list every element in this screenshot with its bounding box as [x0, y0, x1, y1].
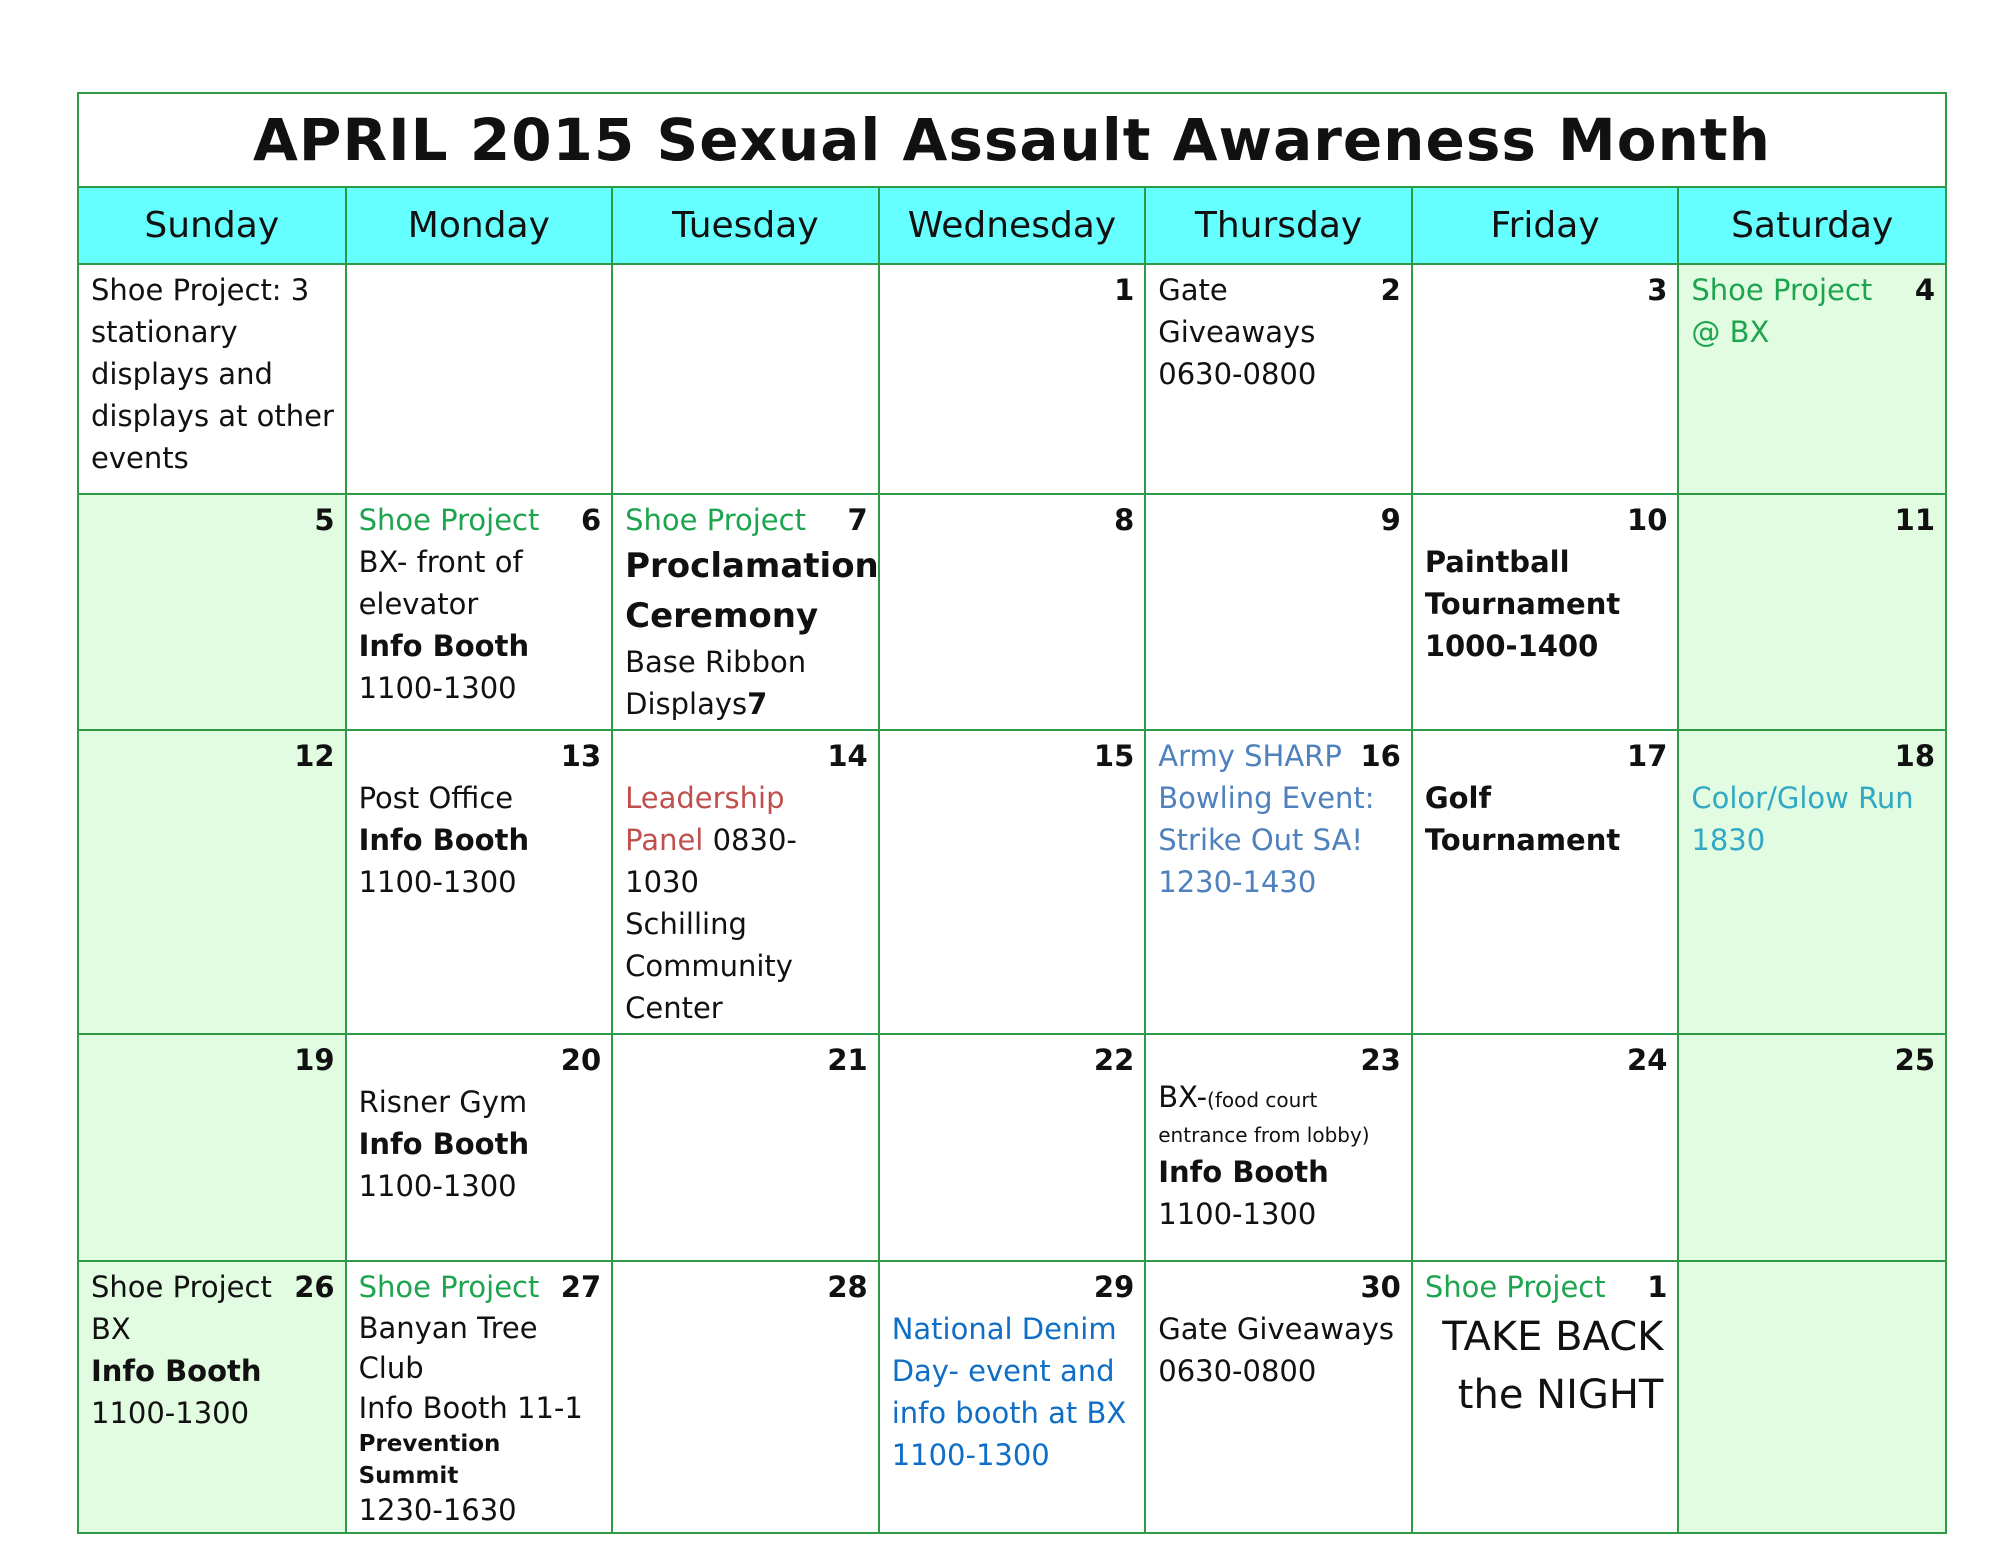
day-number: 8	[1114, 503, 1135, 537]
event-text	[625, 641, 868, 725]
event-time: 1100-1300	[91, 1396, 250, 1430]
week-row	[79, 264, 1945, 494]
event-text: Paintball Tournament	[1424, 545, 1621, 621]
day-cell	[346, 494, 613, 730]
event-text: Shoe Project	[358, 503, 540, 537]
day-cell	[79, 1261, 346, 1532]
day-number: 19	[294, 1043, 335, 1077]
event-text: the NIGHT	[1457, 1372, 1664, 1418]
day-number: 20	[560, 1043, 602, 1077]
day-cell	[1678, 730, 1945, 1034]
day-number: 7	[847, 503, 868, 537]
event-text: Gate Giveaways	[1158, 1312, 1394, 1346]
event-time: 1100-1300	[358, 671, 517, 705]
event-time: 0830-1030	[625, 823, 797, 899]
day-number: 1	[1647, 1270, 1668, 1304]
calendar	[77, 92, 1947, 1534]
event-text: Info Booth	[358, 823, 530, 857]
weekday-header: Saturday	[1678, 188, 1945, 264]
day-number: 15	[1093, 739, 1135, 773]
day-number: 2	[1380, 273, 1401, 307]
event-text-part: Base Ribbon Displays	[625, 645, 807, 721]
event-text-part: Leadership Panel	[625, 781, 785, 857]
event-time: 1100-1300	[358, 865, 517, 899]
day-cell	[79, 1034, 346, 1261]
day-cell	[1145, 264, 1412, 494]
day-cell	[612, 730, 879, 1034]
event-text: Info Booth	[91, 1354, 262, 1388]
event-text: BX	[91, 1312, 131, 1346]
weekday-header: Sunday	[79, 188, 346, 264]
event-text: Risner Gym	[358, 1085, 528, 1119]
week-row	[79, 494, 1945, 730]
event-text-part: 7	[747, 687, 768, 721]
day-cell	[1145, 1261, 1412, 1532]
day-number: 26	[294, 1270, 335, 1304]
day-cell	[1678, 1034, 1945, 1261]
day-cell	[79, 494, 346, 730]
day-number: 17	[1627, 739, 1668, 773]
day-number: 27	[560, 1270, 602, 1304]
weekday-header: Monday	[346, 188, 613, 264]
day-number: 6	[580, 503, 602, 537]
day-cell	[79, 264, 346, 494]
event-text	[625, 777, 868, 903]
day-number: 13	[560, 739, 602, 773]
calendar-title: APRIL 2015 Sexual Assault Awareness Month	[79, 94, 1945, 188]
day-cell	[1412, 1261, 1679, 1532]
day-number: 1	[1114, 273, 1135, 307]
day-number: 22	[1093, 1043, 1135, 1077]
event-time: 1100-1300	[1158, 1197, 1317, 1231]
weekday-header: Tuesday	[612, 188, 879, 264]
event-text: Info Booth	[358, 1127, 530, 1161]
event-time: 0630-0800	[1158, 357, 1317, 391]
week-row	[79, 730, 1945, 1034]
day-cell	[346, 730, 613, 1034]
event-text: Golf Tournament	[1424, 781, 1621, 857]
day-number: 24	[1627, 1043, 1668, 1077]
event-text: Info Booth	[358, 629, 530, 663]
event-text: Banyan Tree Club	[358, 1311, 538, 1385]
day-cell	[612, 1261, 879, 1532]
day-cell	[1678, 494, 1945, 730]
day-number: 3	[1647, 273, 1668, 307]
day-cell	[1412, 494, 1679, 730]
event-text: Info Booth	[1158, 1155, 1329, 1189]
event-text: Info Booth 11-1	[358, 1391, 583, 1425]
day-number: 29	[1093, 1270, 1135, 1304]
event-text: Prevention Summit	[358, 1431, 501, 1489]
event-text-part: BX-	[1158, 1080, 1208, 1114]
day-cell	[879, 494, 1146, 730]
event-time: 1830	[1691, 823, 1766, 857]
event-text: Gate Giveaways	[1158, 273, 1316, 349]
day-number: 16	[1360, 739, 1401, 773]
day-cell	[79, 730, 346, 1034]
event-text: Bowling Event: Strike Out SA!	[1158, 781, 1375, 857]
calendar-grid	[79, 188, 1945, 1532]
event-text: TAKE BACK	[1442, 1314, 1664, 1360]
event-text: National Denim Day- event and info booth at BX 1100-1300	[891, 1312, 1127, 1472]
event-text: Shoe Project	[625, 503, 806, 537]
day-number: 23	[1360, 1043, 1401, 1077]
event-text: Shoe Project	[358, 1270, 540, 1304]
day-cell	[879, 264, 1146, 494]
day-number: 12	[294, 739, 335, 773]
event-text: Color/Glow Run	[1691, 781, 1914, 815]
day-cell	[1145, 1034, 1412, 1261]
day-cell	[879, 730, 1146, 1034]
week-row	[79, 1034, 1945, 1261]
day-cell	[1412, 1034, 1679, 1261]
day-cell	[879, 1261, 1146, 1532]
event-text	[1158, 1081, 1401, 1151]
day-cell	[612, 1034, 879, 1261]
weekday-header: Thursday	[1145, 188, 1412, 264]
day-cell	[1145, 494, 1412, 730]
weekday-header-row	[79, 188, 1945, 264]
event-text: BX- front of elevator	[358, 545, 523, 621]
day-number: 14	[827, 739, 868, 773]
event-text: Shoe Project @ BX	[1691, 273, 1873, 349]
event-text: Post Office	[358, 781, 514, 815]
day-cell-empty	[1678, 1261, 1945, 1532]
day-cell	[879, 1034, 1146, 1261]
day-number: 18	[1894, 739, 1935, 773]
event-text: Shoe Project	[91, 1270, 272, 1304]
week-row	[79, 1261, 1945, 1532]
day-number: 5	[314, 503, 335, 537]
weekday-header: Friday	[1412, 188, 1679, 264]
event-text: Shoe Project: 3 stationary displays and displays at other events	[91, 273, 334, 475]
day-cell	[1145, 730, 1412, 1034]
day-cell	[346, 1034, 613, 1261]
event-time: 1000-1400	[1424, 629, 1599, 663]
day-number: 30	[1360, 1270, 1401, 1304]
event-text: Shoe Project	[1424, 1270, 1606, 1304]
day-cell	[1412, 264, 1679, 494]
day-number: 11	[1894, 503, 1935, 537]
day-cell	[1678, 264, 1945, 494]
event-text: Proclamation Ceremony	[625, 546, 879, 636]
day-number: 21	[827, 1043, 868, 1077]
day-cell	[346, 1261, 613, 1532]
day-cell	[1412, 730, 1679, 1034]
event-text: Schilling Community Center	[625, 907, 793, 1025]
day-number: 25	[1894, 1043, 1935, 1077]
day-number: 4	[1914, 273, 1935, 307]
event-time: 1100-1300	[358, 1169, 517, 1203]
day-number: 9	[1380, 503, 1401, 537]
day-number: 28	[827, 1270, 868, 1304]
day-cell-empty	[612, 264, 879, 494]
day-cell	[612, 494, 879, 730]
event-time: 1230-1630	[358, 1493, 517, 1527]
event-time: 1230-1430	[1158, 865, 1317, 899]
day-cell-empty	[346, 264, 613, 494]
day-number: 10	[1627, 503, 1668, 537]
event-text: Army SHARP	[1158, 739, 1342, 773]
event-time: 0630-0800	[1158, 1354, 1317, 1388]
weekday-header: Wednesday	[879, 188, 1146, 264]
event-text-part: (food court entrance from lobby)	[1158, 1088, 1370, 1147]
